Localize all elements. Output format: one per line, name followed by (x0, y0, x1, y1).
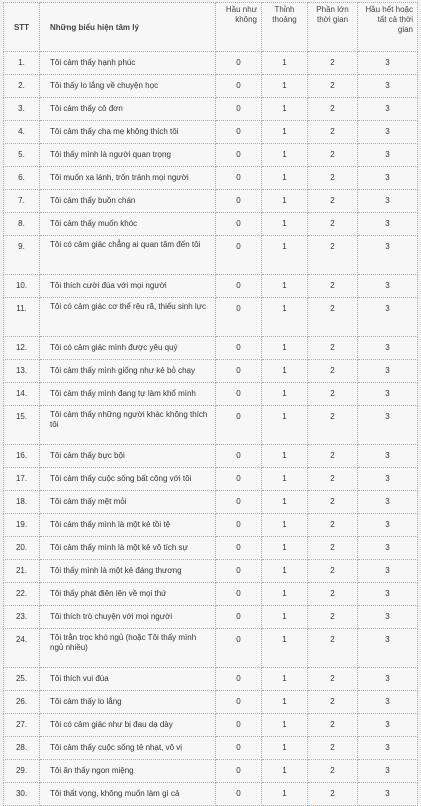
score-almost-never: 0 (216, 337, 262, 360)
row-statement: Tôi cảm thấy bực bội (40, 445, 216, 468)
score-sometimes: 1 (262, 406, 308, 445)
table-row (4, 668, 418, 691)
score-almost-never: 0 (216, 714, 262, 737)
score-sometimes: 1 (262, 98, 308, 121)
table-row (4, 190, 418, 213)
score-almost-always: 3 (358, 236, 418, 275)
table-row (4, 468, 418, 491)
row-statement: Tôi cảm thấy cô đơn (40, 98, 216, 121)
score-almost-always: 3 (358, 383, 418, 406)
score-sometimes: 1 (262, 737, 308, 760)
row-statement: Tôi thấy mình là người quan trọng (40, 144, 216, 167)
score-almost-always: 3 (358, 629, 418, 668)
score-sometimes: 1 (262, 560, 308, 583)
row-number: 24. (4, 629, 40, 668)
score-most-of-the-time: 2 (308, 52, 358, 75)
table-row (4, 121, 418, 144)
score-almost-always: 3 (358, 167, 418, 190)
score-most-of-the-time: 2 (308, 298, 358, 337)
score-almost-never: 0 (216, 275, 262, 298)
table-row (4, 783, 418, 806)
score-most-of-the-time: 2 (308, 760, 358, 783)
score-almost-always: 3 (358, 52, 418, 75)
row-statement: Tôi trằn trọc khó ngủ (hoặc Tôi thấy mình ngủ nhiều) (40, 629, 216, 668)
score-sometimes: 1 (262, 298, 308, 337)
header-symptoms: Những biểu hiện tâm lý (40, 3, 216, 52)
score-almost-always: 3 (358, 537, 418, 560)
table-row (4, 337, 418, 360)
row-number: 20. (4, 537, 40, 560)
table-row (4, 606, 418, 629)
score-most-of-the-time: 2 (308, 737, 358, 760)
row-number: 8. (4, 213, 40, 236)
score-sometimes: 1 (262, 121, 308, 144)
score-almost-never: 0 (216, 783, 262, 806)
score-most-of-the-time: 2 (308, 714, 358, 737)
score-almost-always: 3 (358, 760, 418, 783)
score-almost-always: 3 (358, 144, 418, 167)
table-row (4, 236, 418, 275)
row-statement: Tôi cảm thấy mình là một kẻ tồi tệ (40, 514, 216, 537)
row-statement: Tôi cảm thấy muốn khóc (40, 213, 216, 236)
row-number: 23. (4, 606, 40, 629)
row-number: 30. (4, 783, 40, 806)
table-row (4, 75, 418, 98)
score-almost-always: 3 (358, 445, 418, 468)
psychology-survey-table (3, 2, 418, 806)
table-body (4, 52, 418, 806)
table-row (4, 383, 418, 406)
row-statement: Tôi thích trò chuyện với mọi người (40, 606, 216, 629)
row-statement: Tôi có cảm giác như bị đau dạ dày (40, 714, 216, 737)
score-almost-never: 0 (216, 406, 262, 445)
table-row (4, 714, 418, 737)
score-almost-never: 0 (216, 583, 262, 606)
score-sometimes: 1 (262, 583, 308, 606)
table-header-row (4, 3, 418, 52)
row-statement: Tôi thấy phát điên lên về mọi thứ (40, 583, 216, 606)
table-row (4, 213, 418, 236)
score-most-of-the-time: 2 (308, 98, 358, 121)
score-most-of-the-time: 2 (308, 629, 358, 668)
score-most-of-the-time: 2 (308, 406, 358, 445)
row-statement: Tôi thất vọng, không muốn làm gì cả (40, 783, 216, 806)
score-almost-always: 3 (358, 337, 418, 360)
table-row (4, 445, 418, 468)
score-almost-always: 3 (358, 491, 418, 514)
score-almost-always: 3 (358, 98, 418, 121)
score-most-of-the-time: 2 (308, 144, 358, 167)
row-number: 22. (4, 583, 40, 606)
score-almost-never: 0 (216, 629, 262, 668)
score-almost-never: 0 (216, 445, 262, 468)
table-row (4, 583, 418, 606)
score-most-of-the-time: 2 (308, 383, 358, 406)
row-statement: Tôi cảm thấy mình giống như kẻ bỏ chạy (40, 360, 216, 383)
row-number: 16. (4, 445, 40, 468)
score-almost-never: 0 (216, 144, 262, 167)
score-most-of-the-time: 2 (308, 583, 358, 606)
row-statement: Tôi ăn thấy ngon miệng (40, 760, 216, 783)
row-number: 5. (4, 144, 40, 167)
score-most-of-the-time: 2 (308, 337, 358, 360)
score-almost-always: 3 (358, 360, 418, 383)
table-row (4, 360, 418, 383)
score-sometimes: 1 (262, 236, 308, 275)
row-number: 29. (4, 760, 40, 783)
header-most-of-the-time: Phần lớn thời gian (308, 3, 358, 52)
score-sometimes: 1 (262, 668, 308, 691)
score-sometimes: 1 (262, 445, 308, 468)
score-almost-never: 0 (216, 514, 262, 537)
score-almost-never: 0 (216, 190, 262, 213)
row-number: 2. (4, 75, 40, 98)
score-sometimes: 1 (262, 468, 308, 491)
row-number: 27. (4, 714, 40, 737)
row-number: 15. (4, 406, 40, 445)
score-almost-never: 0 (216, 560, 262, 583)
score-most-of-the-time: 2 (308, 190, 358, 213)
row-statement: Tôi cảm thấy lo lắng (40, 691, 216, 714)
row-number: 11. (4, 298, 40, 337)
table-row (4, 52, 418, 75)
score-almost-always: 3 (358, 514, 418, 537)
score-most-of-the-time: 2 (308, 491, 358, 514)
score-almost-always: 3 (358, 668, 418, 691)
score-sometimes: 1 (262, 167, 308, 190)
score-sometimes: 1 (262, 75, 308, 98)
row-number: 7. (4, 190, 40, 213)
score-most-of-the-time: 2 (308, 560, 358, 583)
score-sometimes: 1 (262, 606, 308, 629)
row-number: 19. (4, 514, 40, 537)
row-statement: Tôi có cảm giác chẳng ai quan tâm đến tôi (40, 236, 216, 275)
row-statement: Tôi cảm thấy cuộc sống tẻ nhạt, vô vị (40, 737, 216, 760)
table-row (4, 406, 418, 445)
row-number: 13. (4, 360, 40, 383)
score-most-of-the-time: 2 (308, 213, 358, 236)
score-sometimes: 1 (262, 537, 308, 560)
score-almost-never: 0 (216, 468, 262, 491)
score-almost-always: 3 (358, 691, 418, 714)
row-statement: Tôi thích cười đùa với mọi người (40, 275, 216, 298)
score-most-of-the-time: 2 (308, 783, 358, 806)
score-almost-never: 0 (216, 737, 262, 760)
score-almost-always: 3 (358, 75, 418, 98)
score-almost-always: 3 (358, 190, 418, 213)
score-sometimes: 1 (262, 337, 308, 360)
row-statement: Tôi có cảm giác cơ thể rệu rã, thiếu sinh lực (40, 298, 216, 337)
score-almost-never: 0 (216, 760, 262, 783)
row-number: 17. (4, 468, 40, 491)
table-row (4, 691, 418, 714)
score-almost-never: 0 (216, 360, 262, 383)
table-row (4, 167, 418, 190)
score-sometimes: 1 (262, 52, 308, 75)
score-most-of-the-time: 2 (308, 121, 358, 144)
table-row (4, 537, 418, 560)
score-almost-never: 0 (216, 75, 262, 98)
score-almost-always: 3 (358, 606, 418, 629)
score-almost-always: 3 (358, 275, 418, 298)
score-most-of-the-time: 2 (308, 468, 358, 491)
row-statement: Tôi cảm thấy mình đang tự làm khổ mình (40, 383, 216, 406)
row-statement: Tôi có cảm giác mình được yêu quý (40, 337, 216, 360)
row-number: 12. (4, 337, 40, 360)
table-row (4, 737, 418, 760)
score-most-of-the-time: 2 (308, 360, 358, 383)
row-statement: Tôi cảm thấy cuộc sống bất công với tôi (40, 468, 216, 491)
row-number: 1. (4, 52, 40, 75)
row-number: 4. (4, 121, 40, 144)
score-sometimes: 1 (262, 360, 308, 383)
score-almost-never: 0 (216, 121, 262, 144)
score-almost-never: 0 (216, 537, 262, 560)
row-statement: Tôi thấy lo lắng về chuyện học (40, 75, 216, 98)
score-almost-never: 0 (216, 213, 262, 236)
score-sometimes: 1 (262, 783, 308, 806)
score-most-of-the-time: 2 (308, 75, 358, 98)
score-sometimes: 1 (262, 760, 308, 783)
table-row (4, 514, 418, 537)
score-most-of-the-time: 2 (308, 606, 358, 629)
score-sometimes: 1 (262, 691, 308, 714)
score-almost-always: 3 (358, 714, 418, 737)
score-almost-never: 0 (216, 691, 262, 714)
header-stt: STT (4, 3, 40, 52)
score-sometimes: 1 (262, 190, 308, 213)
score-almost-always: 3 (358, 298, 418, 337)
row-number: 21. (4, 560, 40, 583)
row-number: 25. (4, 668, 40, 691)
score-sometimes: 1 (262, 491, 308, 514)
row-number: 6. (4, 167, 40, 190)
row-number: 3. (4, 98, 40, 121)
header-almost-never: Hầu như không (216, 3, 262, 52)
table-row (4, 275, 418, 298)
score-almost-always: 3 (358, 121, 418, 144)
row-statement: Tôi muốn xa lánh, trốn tránh mọi người (40, 167, 216, 190)
table-row (4, 491, 418, 514)
score-almost-always: 3 (358, 783, 418, 806)
row-number: 18. (4, 491, 40, 514)
table-row (4, 298, 418, 337)
score-almost-never: 0 (216, 98, 262, 121)
score-sometimes: 1 (262, 213, 308, 236)
row-statement: Tôi cảm thấy hạnh phúc (40, 52, 216, 75)
score-most-of-the-time: 2 (308, 691, 358, 714)
row-number: 26. (4, 691, 40, 714)
score-sometimes: 1 (262, 275, 308, 298)
score-sometimes: 1 (262, 629, 308, 668)
score-most-of-the-time: 2 (308, 236, 358, 275)
score-almost-always: 3 (358, 468, 418, 491)
score-sometimes: 1 (262, 383, 308, 406)
score-almost-never: 0 (216, 52, 262, 75)
table-row (4, 98, 418, 121)
score-sometimes: 1 (262, 144, 308, 167)
score-almost-always: 3 (358, 583, 418, 606)
score-almost-never: 0 (216, 236, 262, 275)
score-most-of-the-time: 2 (308, 668, 358, 691)
score-most-of-the-time: 2 (308, 167, 358, 190)
row-number: 9. (4, 236, 40, 275)
row-statement: Tôi cảm thấy mệt mỏi (40, 491, 216, 514)
score-almost-never: 0 (216, 491, 262, 514)
score-almost-always: 3 (358, 406, 418, 445)
row-statement: Tôi cảm thấy mình là một kẻ vô tích sự (40, 537, 216, 560)
score-most-of-the-time: 2 (308, 275, 358, 298)
score-almost-never: 0 (216, 167, 262, 190)
row-statement: Tôi cảm thấy buồn chán (40, 190, 216, 213)
score-almost-never: 0 (216, 298, 262, 337)
score-almost-never: 0 (216, 606, 262, 629)
score-most-of-the-time: 2 (308, 445, 358, 468)
table-row (4, 560, 418, 583)
score-almost-always: 3 (358, 213, 418, 236)
header-sometimes: Thỉnh thoảng (262, 3, 308, 52)
score-almost-never: 0 (216, 668, 262, 691)
table-row (4, 629, 418, 668)
row-number: 10. (4, 275, 40, 298)
score-almost-always: 3 (358, 560, 418, 583)
score-almost-never: 0 (216, 383, 262, 406)
table-row (4, 144, 418, 167)
score-most-of-the-time: 2 (308, 514, 358, 537)
row-statement: Tôi cảm thấy cha mẹ không thích tôi (40, 121, 216, 144)
header-almost-always: Hầu hết hoặc tất cả thời gian (358, 3, 418, 52)
row-statement: Tôi thấy mình là một kẻ đáng thương (40, 560, 216, 583)
row-number: 28. (4, 737, 40, 760)
score-sometimes: 1 (262, 514, 308, 537)
score-sometimes: 1 (262, 714, 308, 737)
row-statement: Tôi cảm thấy những người khác không thích tôi (40, 406, 216, 445)
row-number: 14. (4, 383, 40, 406)
score-almost-always: 3 (358, 737, 418, 760)
row-statement: Tôi thích vui đùa (40, 668, 216, 691)
table-row (4, 760, 418, 783)
score-most-of-the-time: 2 (308, 537, 358, 560)
